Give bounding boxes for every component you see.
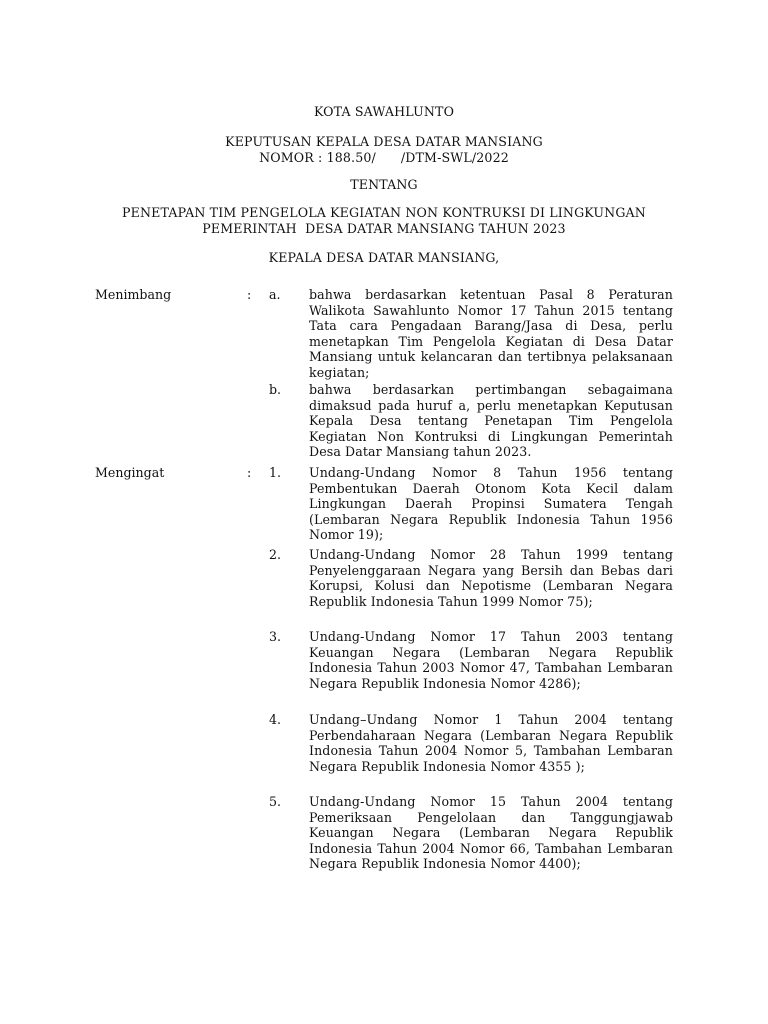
item-text: Undang-Undang Nomor 28 Tahun 1999 tentang Penyelenggaraan Negara yang Bersih dan Bebas dari Korupsi, Kolusi dan Nepotisme (Lembaran Negara Republik Indonesia Tahun 1999 Nomor 75); [309, 547, 673, 609]
issuer-heading: KEPALA DESA DATAR MANSIANG, [268, 250, 500, 265]
item-text: Undang-Undang Nomor 8 Tahun 1956 tentang Pembentukan Daerah Otonom Kota Kecil dalam Lingkungan Daerah Propinsi Sumatera Tengah (Lembaran Negara Republik Indonesia Tahun 1956 Nomor 19); [309, 465, 673, 542]
item-text: bahwa berdasarkan pertimbangan sebagaimana dimaksud pada huruf a, perlu menetapkan Keputusan Kepala Desa tentang Penetapan Tim Pengelola Kegiatan Non Kontruksi di Lingkungan Pemerintah Desa Datar Mansiang tahun 2023. [309, 382, 673, 459]
item-text: Undang-Undang Nomor 17 Tahun 2003 tentang Keuangan Negara (Lembaran Negara Republik Indonesia Tahun 2003 Nomor 47, Tambahan Lembaran Negara Republik Indonesia Nomor 4286); [309, 629, 673, 691]
item-text: bahwa berdasarkan ketentuan Pasal 8 Peraturan Walikota Sawahlunto Nomor 17 Tahun 2015 tentang Tata cara Pengadaan Barang/Jasa di Desa, perlu menetapkan Tim Pengelola Kegiatan di Desa Datar Mansiang untuk kelancaran dan tertibnya pelaksanaan kegiatan; [309, 287, 673, 380]
decree-number: NOMOR : 188.50/ /DTM-SWL/2022 [259, 150, 509, 165]
item-marker: 5. [269, 794, 282, 809]
item-marker: 1. [269, 465, 282, 480]
subject-line-2: PEMERINTAH DESA DATAR MANSIANG TAHUN 2023 [202, 221, 566, 236]
menimbang-label: Menimbang [95, 287, 172, 302]
item-marker: 3. [269, 629, 282, 644]
item-text: Undang-Undang Nomor 15 Tahun 2004 tentang Pemeriksaan Pengelolaan dan Tanggungjawab Keuangan Negara (Lembaran Negara Republik Indonesia Tahun 2004 Nomor 66, Tambahan Lembaran Negara Republik Indonesia Nomor 4400); [309, 794, 673, 871]
decree-title: KEPUTUSAN KEPALA DESA DATAR MANSIANG [225, 134, 543, 149]
item-marker: b. [269, 382, 282, 397]
item-marker: a. [269, 287, 281, 302]
subject-line-1: PENETAPAN TIM PENGELOLA KEGIATAN NON KONTRUKSI DI LINGKUNGAN [122, 205, 646, 220]
menimbang-colon: : [247, 287, 252, 302]
item-marker: 2. [269, 547, 282, 562]
mengingat-label: Mengingat [95, 465, 165, 480]
city-heading: KOTA SAWAHLUNTO [313, 104, 455, 119]
mengingat-colon: : [247, 465, 252, 480]
about-heading: TENTANG [350, 177, 418, 192]
item-marker: 4. [269, 712, 282, 727]
item-text: Undang–Undang Nomor 1 Tahun 2004 tentang Perbendaharaan Negara (Lembaran Negara Republik Indonesia Tahun 2004 Nomor 5, Tambahan Lembaran Negara Republik Indonesia Nomor 4355 ); [309, 712, 673, 774]
